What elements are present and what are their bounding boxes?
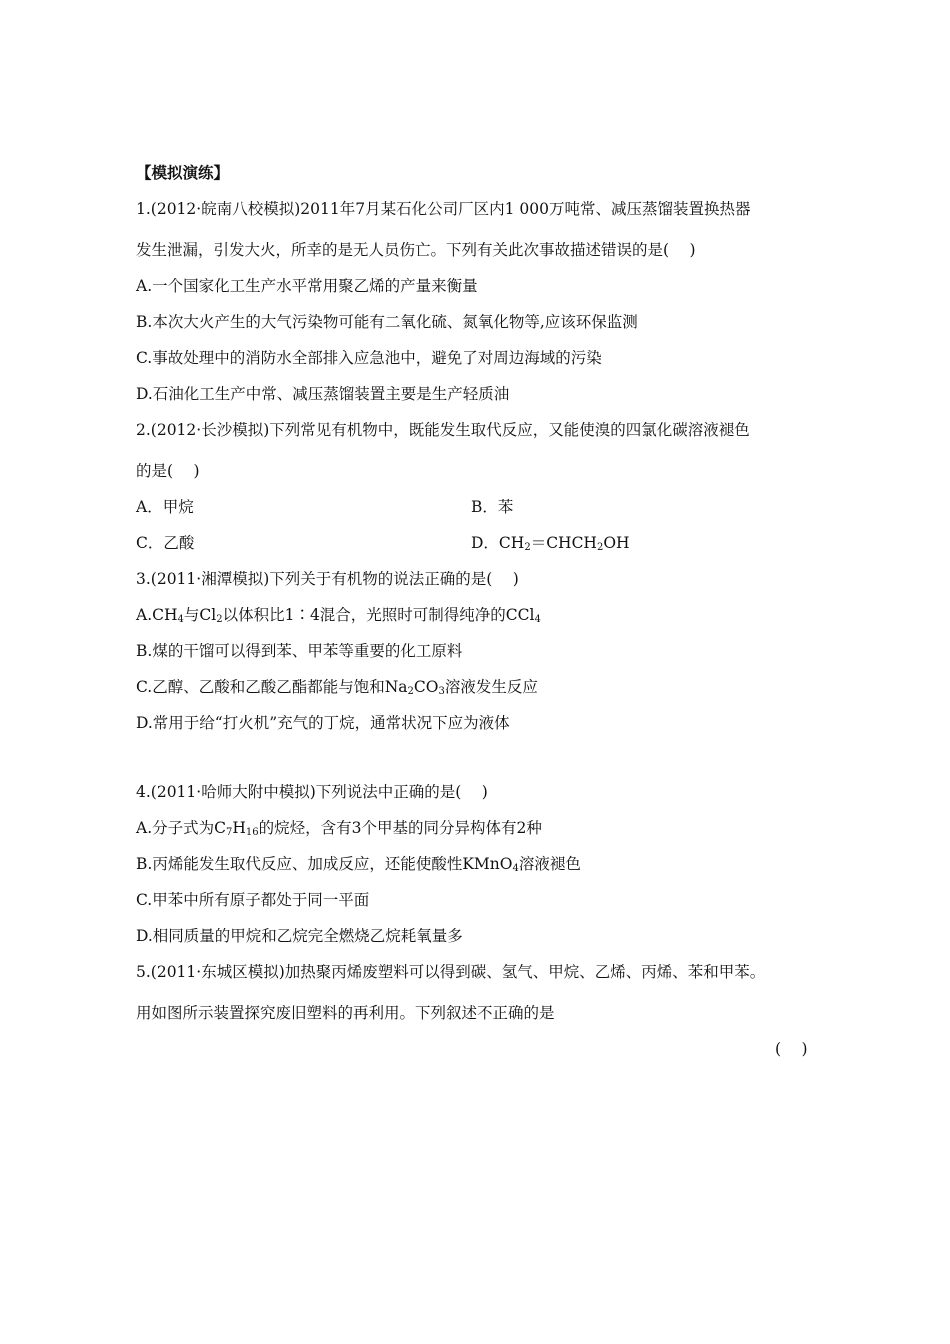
question-3-option-b: B.煤的干馏可以得到苯、甲苯等重要的化工原料: [136, 642, 463, 660]
question-4-stem: 4.(2011·哈师大附中模拟)下列说法中正确的是( ): [136, 783, 488, 801]
question-4-option-c: C.甲苯中所有原子都处于同一平面: [136, 891, 370, 909]
question-2-option-d: D．$CH_2=CHCH_2OH$: [471, 534, 630, 553]
question-1-stem-line-1: 1.(2012·皖南八校模拟)2011年7月某石化公司厂区内1 000万吨常、减压蒸馏装置换热器: [136, 200, 751, 218]
question-4-option-a: A.分子式为$C_7H_{16}$的烷烃，含有3个甲基的同分异构体有2种: [136, 819, 542, 838]
question-5-stem-line-1: 5.(2011·东城区模拟)加热聚丙烯废塑料可以得到碳、氢气、甲烷、乙烯、丙烯、苯和甲苯。: [136, 963, 766, 981]
question-1-option-d: D.石油化工生产中常、减压蒸馏装置主要是生产轻质油: [136, 385, 510, 403]
question-5-answer-paren: ( ): [775, 1040, 808, 1058]
question-3-stem: 3.(2011·湘潭模拟)下列关于有机物的说法正确的是( ): [136, 570, 519, 588]
section-title: 【模拟演练】: [136, 163, 230, 182]
question-3-option-a: $A.CH_4$与$Cl_2$以体积比1∶4混合，光照时可制得纯净的CCl$_4$: [136, 606, 541, 625]
question-2-stem-line-1: 2.(2012·长沙模拟)下列常见有机物中，既能发生取代反应，又能使溴的四氯化碳溶液褪色: [136, 421, 750, 439]
question-2-stem-line-2: 的是( ): [136, 462, 200, 480]
question-4-option-d: D.相同质量的甲烷和乙烷完全燃烧乙烷耗氧量多: [136, 927, 463, 945]
question-1-option-c: C.事故处理中的消防水全部排入应急池中，避免了对周边海域的污染: [136, 349, 602, 367]
question-1-stem-line-2: 发生泄漏，引发大火，所幸的是无人员伤亡。下列有关此次事故描述错误的是( ): [136, 241, 696, 259]
question-3-option-c: C.乙醇、乙酸和乙酸乙酯都能与饱和$Na_2CO_3$溶液发生反应: [136, 678, 538, 697]
question-5-stem-line-2: 用如图所示装置探究废旧塑料的再利用。下列叙述不正确的是: [136, 1004, 555, 1022]
question-1-option-b: B.本次大火产生的大气污染物可能有二氧化硫、氮氧化物等,应该环保监测: [136, 313, 638, 331]
question-3-option-d: D.常用于给“打火机”充气的丁烷，通常状况下应为液体: [136, 714, 510, 732]
question-4-option-b: B.丙烯能发生取代反应、加成反应，还能使酸性KMnO$_4$溶液褪色: [136, 855, 581, 874]
question-2-option-c: C．乙酸: [136, 534, 195, 552]
question-2-option-a: A．甲烷: [136, 498, 194, 516]
question-2-option-b: B．苯: [471, 498, 514, 516]
question-1-option-a: A.一个国家化工生产水平常用聚乙烯的产量来衡量: [136, 277, 478, 295]
